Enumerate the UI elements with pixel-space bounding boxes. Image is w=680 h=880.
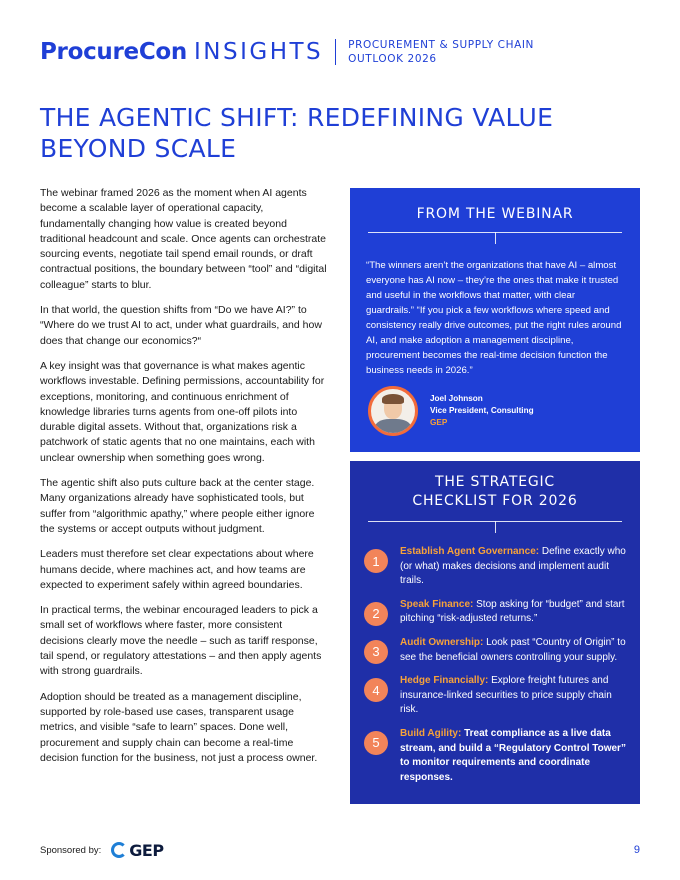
page-footer [40, 838, 640, 862]
brand-sub-text: INSIGHTS [194, 39, 324, 65]
tagline-line-2: OUTLOOK 2026 [348, 53, 437, 65]
checklist-item [364, 727, 626, 785]
checklist-box-title [350, 473, 640, 511]
gep-logo [111, 841, 163, 860]
speaker-details [430, 393, 534, 429]
speaker-company: GEP [430, 418, 448, 427]
webinar-quote-box [350, 188, 640, 452]
checklist-divider [368, 521, 622, 537]
gep-swirl-icon [111, 842, 127, 858]
speaker-avatar [368, 386, 418, 436]
item-heading: Establish Agent Governance: [400, 546, 540, 557]
speaker-block [368, 386, 640, 436]
sponsored-label: Sponsored by: [40, 844, 102, 856]
page-number: 9 [633, 844, 640, 856]
header-divider [335, 39, 336, 65]
strategic-checklist-box [350, 461, 640, 804]
item-number-badge: 3 [364, 640, 388, 664]
avatar-shirt [375, 419, 411, 436]
item-body: Define exactly who (or what) makes decisions and implement audit trails. [400, 546, 626, 587]
body-paragraph: The agentic shift also puts culture back at the center stage. Many organizations already have sophisticated tools, but suffer from “algorithmic apathy,” where people either ignore the systems or accept outputs without judgment. [40, 477, 315, 535]
speaker-role: Vice President, Consulting [430, 406, 534, 415]
webinar-divider [368, 232, 622, 248]
item-number-badge: 2 [364, 602, 388, 626]
brand-main-text: ProcureCon [40, 39, 188, 65]
header-tagline [348, 38, 534, 66]
body-paragraph: Leaders must therefore set clear expectations about where humans decide, where machines act, and how teams are expected to experiment safely within agreed boundaries. [40, 548, 314, 591]
item-text [400, 674, 626, 718]
checklist-title-line-2: CHECKLIST FOR 2026 [412, 493, 578, 509]
item-heading: Build Agility: [400, 727, 462, 739]
checklist-item [364, 598, 626, 627]
avatar-hair [382, 394, 404, 404]
brand-logo [40, 39, 323, 65]
gep-logo-text: GEP [129, 840, 164, 860]
item-text [400, 545, 626, 589]
body-paragraph: In practical terms, the webinar encouraged leaders to pick a small set of workflows where faster, more consistent decisions clearly move the needle – such as tariff response, tail spend, or regulatory attestations – and then apply agents with strong guardrails. [40, 604, 322, 678]
tagline-line-1: PROCUREMENT & SUPPLY CHAIN [348, 39, 535, 51]
body-paragraph: Adoption should be treated as a management discipline, supported by role-based use cases, transparent usage metrics, and visible “safe to learn” spaces. Done well, procurement and supply chain can become a real-time decision function for the business, not just a process owner. [40, 690, 318, 764]
item-number-badge: 4 [364, 678, 388, 702]
item-body: Look past “Country of Origin” to see the beneficial owners controlling your supply. [400, 636, 626, 663]
item-heading: Hedge Financially: [400, 675, 489, 687]
item-text [400, 598, 626, 627]
webinar-box-title: FROM THE WEBINAR [416, 206, 574, 222]
checklist-item [364, 674, 626, 718]
body-paragraph: The webinar framed 2026 as the moment when AI agents become a scalable layer of operational capacity, fundamentally changing how value is created beyond traditional headcount and scale. Once agents can orchestrate sourcing events, negotiate tail spend email rounds, or draft contractual positions, the boundary between “tool” and “digital colleague” starts to blur. [40, 187, 327, 291]
body-paragraph: A key insight was that governance is what makes agentic workflows investable. Defining permissions, accountability for exceptions, monitoring, and continuous enrichment of knowledge libraries turns agents from one-off pilots into durable digital assets. Without that, organizations risk a patchwork of static agents that no one maintains, each with unclear ownership when something goes wrong. [40, 359, 325, 464]
item-body: Treat compliance as a live data stream, and build a “Regulatory Control Tower” to monitor requirements and coordinate responses. [400, 727, 626, 783]
checklist-item [364, 636, 626, 665]
checklist-item [364, 545, 626, 589]
article-title: THE AGENTIC SHIFT: REDEFINING VALUE BEYOND SCALE [40, 103, 554, 163]
body-paragraph: In that world, the question shifts from “Do we have AI?” to “Where do we trust AI to act, under what guardrails, and how does that change our economics?“ [40, 304, 322, 347]
item-body: Stop asking for “budget” and start pitching “risk-adjusted returns.” [400, 598, 625, 625]
checklist-title-line-1: THE STRATEGIC [434, 474, 555, 490]
item-heading: Audit Ownership: [400, 636, 484, 648]
speaker-name: Joel Johnson [430, 394, 483, 403]
page-header [40, 36, 640, 68]
item-body: Explore freight futures and insurance-linked securities to price supply chain risk. [400, 675, 612, 716]
item-number-badge: 1 [364, 549, 388, 573]
webinar-quote: “The winners aren’t the organizations that have AI – almost everyone has AI now – they’re the ones that make it trusted and useful in the workflows that matter, with clear guardrails.” “If you pick a few workflows where speed and consistency really drive outcomes, put the right rules around AI, and make adoption a management discipline, procurement becomes the real-time decision function the business needs in 2026.” [366, 260, 622, 376]
item-number-badge: 5 [364, 731, 388, 755]
item-text [400, 636, 626, 665]
article-body [40, 186, 328, 776]
item-heading: Speak Finance: [400, 598, 474, 610]
item-text [400, 727, 626, 785]
checklist-items [364, 545, 626, 785]
